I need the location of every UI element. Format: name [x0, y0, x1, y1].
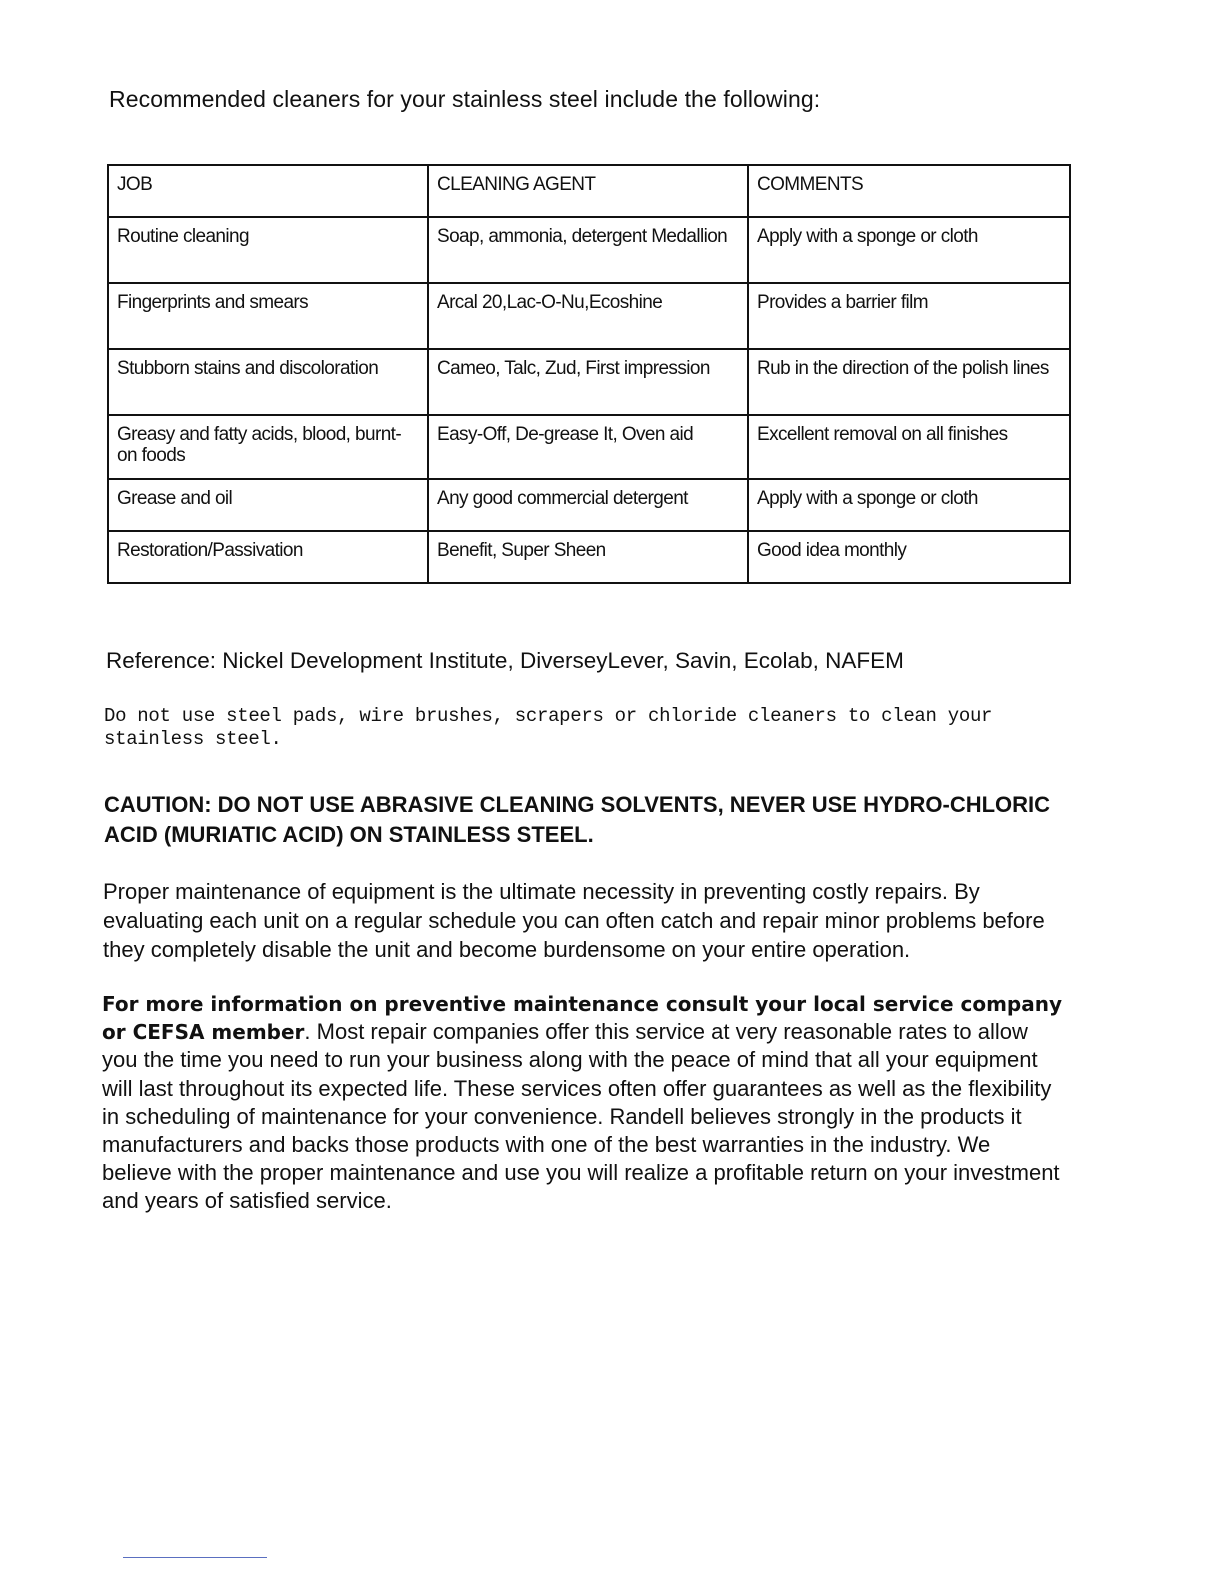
- table-row: [108, 531, 1070, 583]
- table-row: [108, 217, 1070, 283]
- cell-job: Greasy and fatty acids, blood, burnt-on foods: [108, 415, 428, 479]
- cell-cleaning-agent: Soap, ammonia, detergent Medallion: [428, 217, 748, 283]
- intro-text: Recommended cleaners for your stainless steel include the following:: [109, 86, 821, 112]
- cell-comments: Good idea monthly: [748, 531, 1070, 583]
- more-info-paragraph: [102, 990, 1062, 1216]
- table-row: [108, 479, 1070, 531]
- footer-divider: [123, 1557, 267, 1558]
- cell-comments: Apply with a sponge or cloth: [748, 217, 1070, 283]
- usage-notice: Do not use steel pads, wire brushes, scrapers or chloride cleaners to clean your stainless steel.: [104, 705, 993, 750]
- maintenance-paragraph: Proper maintenance of equipment is the ultimate necessity in preventing costly repairs. By evaluating each unit on a regular schedule you can often catch and repair minor problems before they completely disable the unit and become burdensome on your entire operation.: [103, 879, 1045, 962]
- table-header-row: [108, 165, 1070, 217]
- cell-job: Stubborn stains and discoloration: [108, 349, 428, 415]
- header-job: JOB: [108, 165, 428, 217]
- cell-comments: Rub in the direction of the polish lines: [748, 349, 1070, 415]
- table-row: [108, 415, 1070, 479]
- header-cleaning-agent: CLEANING AGENT: [428, 165, 748, 217]
- cell-job: Grease and oil: [108, 479, 428, 531]
- cell-job: Fingerprints and smears: [108, 283, 428, 349]
- cell-cleaning-agent: Any good commercial detergent: [428, 479, 748, 531]
- table-row: [108, 283, 1070, 349]
- cell-cleaning-agent: Cameo, Talc, Zud, First impression: [428, 349, 748, 415]
- cell-comments: Apply with a sponge or cloth: [748, 479, 1070, 531]
- cell-cleaning-agent: Arcal 20,Lac-O-Nu,Ecoshine: [428, 283, 748, 349]
- header-comments: COMMENTS: [748, 165, 1070, 217]
- more-info-lead: For more information on preventive maintenance consult your local service company or CEFSA member: [102, 992, 1062, 1045]
- cleaners-table: [107, 164, 1071, 584]
- table-row: [108, 349, 1070, 415]
- more-info-body: . Most repair companies offer this service at very reasonable rates to allow you the time you need to run your business along with the peace of mind that all your equipment will last throughout its expected life. These services often offer guarantees as well as the flexibility in scheduling of maintenance for your convenience. Randell believes strongly in the products it manufacturers and backs those products with one of the best warranties in the industry. We believe with the proper maintenance and use you will realize a profitable return on your investment and years of satisfied service.: [102, 1019, 1060, 1214]
- reference-line: Reference: Nickel Development Institute, DiverseyLever, Savin, Ecolab, NAFEM: [106, 648, 904, 673]
- cell-comments: Excellent removal on all finishes: [748, 415, 1070, 479]
- caution-warning: CAUTION: DO NOT USE ABRASIVE CLEANING SOLVENTS, NEVER USE HYDRO-CHLORIC ACID (MURIATIC ACID) ON STAINLESS STEEL.: [104, 792, 1051, 847]
- cell-comments: Provides a barrier film: [748, 283, 1070, 349]
- cell-cleaning-agent: Benefit, Super Sheen: [428, 531, 748, 583]
- cell-job: Routine cleaning: [108, 217, 428, 283]
- cell-cleaning-agent: Easy-Off, De-grease It, Oven aid: [428, 415, 748, 479]
- cell-job: Restoration/Passivation: [108, 531, 428, 583]
